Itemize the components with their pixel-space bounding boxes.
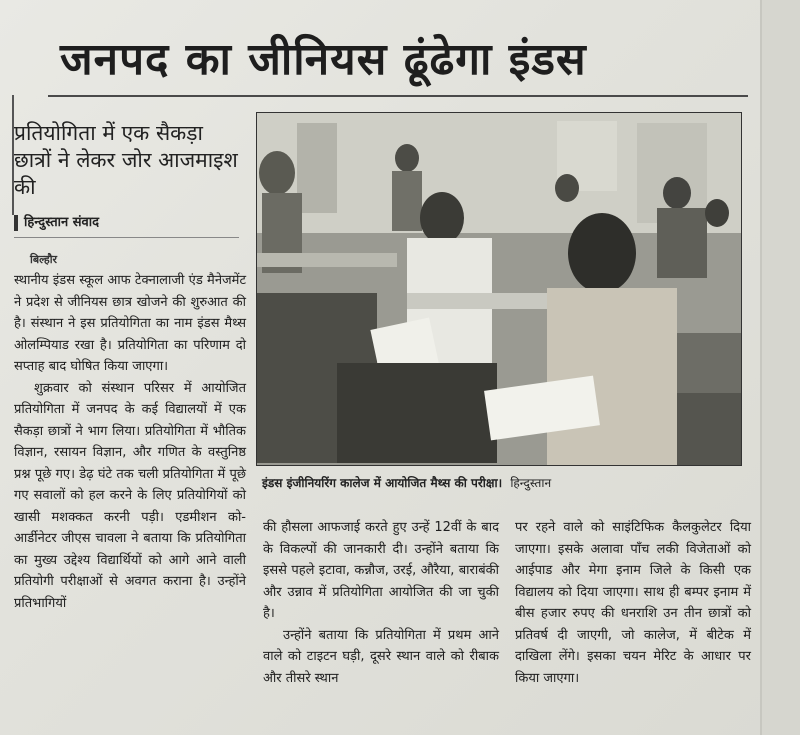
photo-credit: हिन्दुस्तान — [510, 476, 552, 490]
headline-rule — [48, 95, 748, 97]
dateline: बिल्हौर — [30, 253, 58, 266]
paragraph: की हौसला आफजाई करते हुए उन्हें 12वीं के बाद के विकल्पों की जानकारी दी। उन्होंने बताया कि इससे पहले इटावा, कन्नौज, उरई, औरैया, बाराबंकी और उन्नाव में प्रतियोगिता आयोजित की जा चुकी है। — [263, 520, 499, 621]
headline: जनपद का जीनियस ढूंढेगा इंडस — [60, 34, 587, 85]
paragraph: स्थानीय इंडस स्कूल आफ टेक्नालाजी एंड मैनेजमेंट ने प्रदेश से जीनियस छात्र खोजने की शुरुआत की है। संस्थान ने इस प्रतियोगिता का नाम इंडस मैथ्स ओलम्पियाड रखा है। प्रतियोगिता का परिणाम दो सप्ताह बाद घोषित किया जाएगा। — [14, 273, 246, 374]
byline-rule — [14, 237, 239, 238]
subhead: प्रतियोगिता में एक सैकड़ा छात्रों ने लेकर जोर आजमाइश की — [14, 121, 238, 199]
fold-line — [760, 0, 762, 735]
photo-caption — [262, 474, 742, 491]
article-column-middle — [263, 517, 499, 689]
exam-hall-photo — [257, 113, 741, 465]
news-photo — [256, 112, 742, 466]
caption-text: इंडस इंजीनियरिंग कालेज में आयोजित मैथ्स की परीक्षा। — [262, 476, 503, 490]
page-margin — [762, 0, 800, 735]
article-column-right — [515, 517, 751, 689]
article-column-left — [14, 270, 246, 614]
byline: हिन्दुस्तान संवाद — [14, 215, 254, 231]
paragraph: उन्होंने बताया कि प्रतियोगिता में प्रथम आने वाले को टाइटन घड़ी, दूसरे स्थान वाले को रीबाक और तीसरे स्थान — [263, 627, 499, 686]
paragraph: शुक्रवार को संस्थान परिसर में आयोजित प्रतियोगिता में जनपद के कई विद्यालयों में एक सैकड़ा छात्रों ने भाग लिया। प्रतियोगिता में भौतिक विज्ञान, रसायन विज्ञान, और गणित के वस्तुनिष्ठ प्रश्न पूछे गए। डेढ़ घंटे तक चली प्रतियोगिता में पूछे गए सवालों को हल करने के लिए प्रतियोगियों को खासी मशक्कत करनी पड़ी। एडमीशन को-आर्डीनेटर जीएस चावला ने बताया कि प्रतियोगिता का मुख्य उद्देश्य विद्यार्थियों को आगे आने वाली प्रतियोगी परीक्षाओं से अवगत कराना है। उन्होंने प्रतिभागियों — [14, 380, 246, 611]
paragraph: पर रहने वाले को साइंटिफिक कैलकुलेटर दिया जाएगा। इसके अलावा पाँच लकी विजेताओं को आईपाड और मेगा इनाम जिले के किसी एक विद्यालय को दिया जाएगा। साथ ही बम्पर इनाम में बीस हजार रुपए की धनराशि उन तीन छात्रों को प्रतिवर्ष दी जाएगी, जो कालेज, में बीटेक में दाखिला लेंगे। इसका चयन मेरिट के आधार पर किया जाएगा। — [515, 520, 751, 686]
